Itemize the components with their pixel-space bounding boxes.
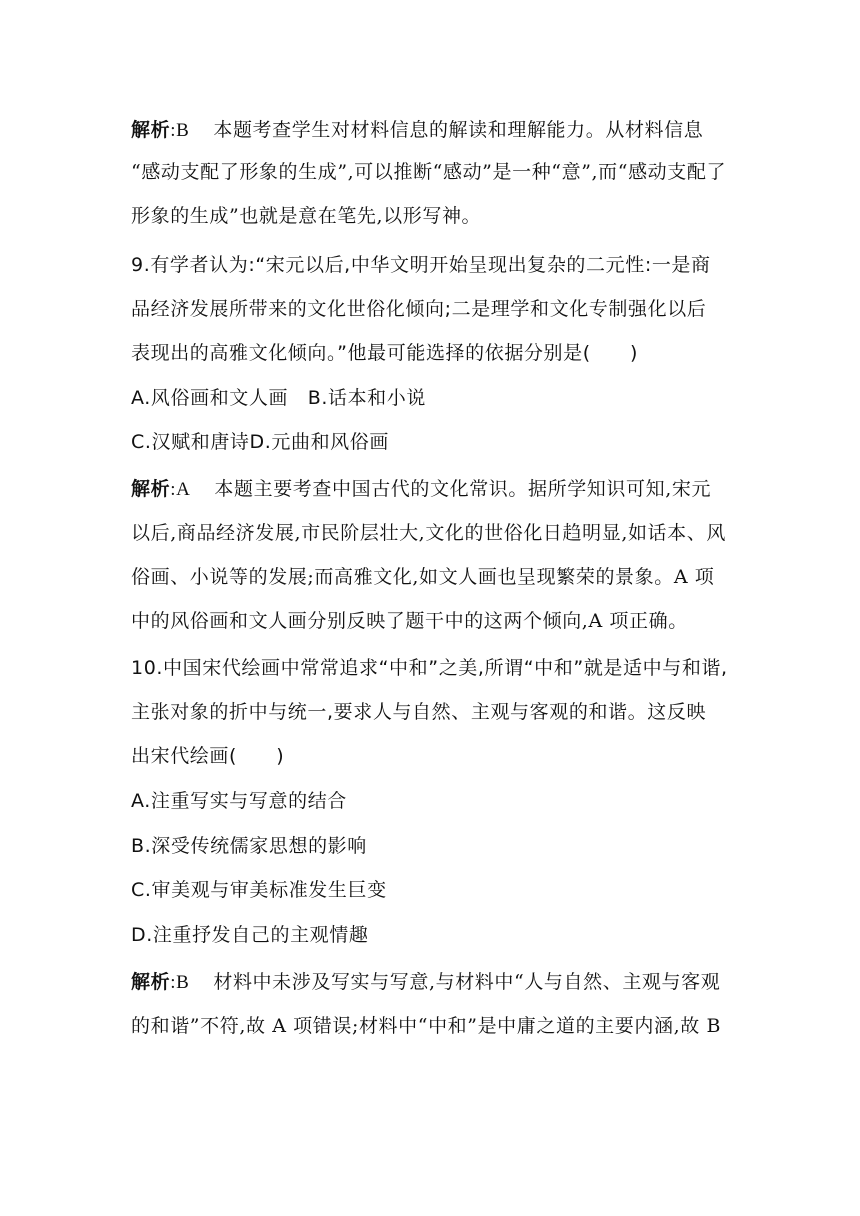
explanation-9-line-2: 以后,商品经济发展,市民阶层壮大,文化的世俗化日趋明显,如话本、风 xyxy=(131,522,726,544)
question-10-option-b: B.深受传统儒家思想的影响 xyxy=(131,835,367,857)
explanation-8-line-3: 形象的生成”也就是意在笔先,以形写神。 xyxy=(131,205,482,227)
explanation-9-line-1 xyxy=(131,476,731,503)
explanation-text: 材料中未涉及写实与写意,与材料中“人与自然、主观与客观 xyxy=(213,971,721,993)
explanation-answer: :A xyxy=(170,479,191,500)
question-9-line-1: 9.有学者认为:“宋元以后,中华文明开始呈现出复杂的二元性:一是商 xyxy=(131,254,711,276)
question-10-option-d: D.注重抒发自己的主观情趣 xyxy=(131,924,369,946)
question-9-options-cd: C.汉赋和唐诗D.元曲和风俗画 xyxy=(131,431,389,453)
explanation-9-line-3: 俗画、小说等的发展;而高雅文化,如文人画也呈现繁荣的景象。A 项 xyxy=(131,566,715,588)
question-10-line-2: 主张对象的折中与统一,要求人与自然、主观与客观的和谐。这反映 xyxy=(131,701,707,723)
question-10-line-1: 10.中国宋代绘画中常常追求“中和”之美,所谓“中和”就是适中与和谐, xyxy=(131,657,728,679)
explanation-label: 解析 xyxy=(131,119,171,141)
explanation-answer: :B xyxy=(170,120,190,141)
explanation-text: 本题主要考查中国古代的文化常识。据所学知识可知,宋元 xyxy=(214,478,712,500)
explanation-8-line-1 xyxy=(131,117,731,144)
explanation-8-line-2: “感动支配了形象的生成”,可以推断“感动”是一种“意”,而“感动支配了 xyxy=(131,161,727,183)
explanation-label: 解析 xyxy=(131,971,171,993)
question-10-option-c: C.审美观与审美标准发生巨变 xyxy=(131,879,387,901)
question-9-line-2: 品经济发展所带来的文化世俗化倾向;二是理学和文化专制强化以后 xyxy=(131,298,707,320)
explanation-text: 本题考查学生对材料信息的解读和理解能力。从材料信息 xyxy=(213,119,704,141)
question-9-options-ab: A.风俗画和文人画 B.话本和小说 xyxy=(131,387,426,409)
explanation-label: 解析 xyxy=(131,478,171,500)
question-9-line-3: 表现出的高雅文化倾向。”他最可能选择的依据分别是( ) xyxy=(131,342,638,364)
explanation-answer: :B xyxy=(170,972,190,993)
explanation-9-line-4: 中的风俗画和文人画分别反映了题干中的这两个倾向,A 项正确。 xyxy=(131,610,688,632)
explanation-10-line-1 xyxy=(131,969,731,996)
question-10-line-3: 出宋代绘画( ) xyxy=(131,745,285,767)
explanation-10-line-2: 的和谐”不符,故 A 项错误;材料中“中和”是中庸之道的主要内涵,故 B xyxy=(131,1015,722,1037)
question-10-option-a: A.注重写实与写意的结合 xyxy=(131,790,347,812)
